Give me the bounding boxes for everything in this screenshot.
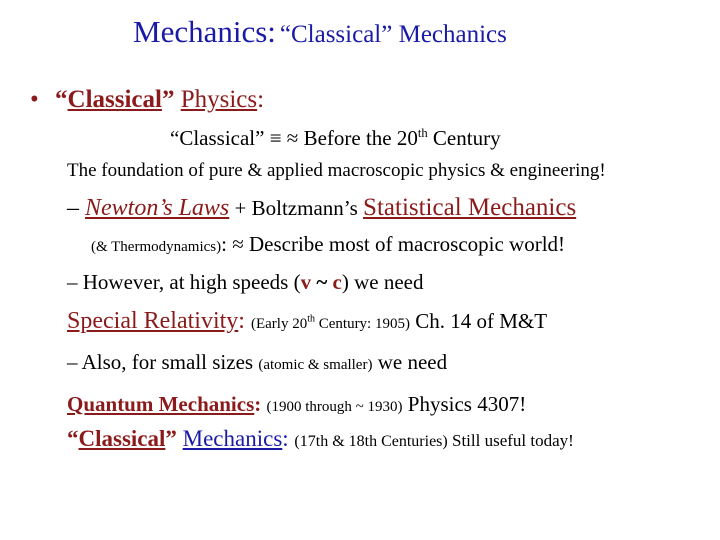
special-relativity: Special Relativity xyxy=(67,308,239,334)
speeds-pre: – However, at high speeds ( xyxy=(67,270,301,294)
newton-line xyxy=(67,194,576,222)
small-sizes-line xyxy=(67,350,447,375)
cm-classical: Classical xyxy=(78,426,166,451)
cm-close-quote: ” xyxy=(165,426,183,451)
small-sizes-pre: – Also, for small sizes xyxy=(67,350,259,374)
speeds-line xyxy=(67,270,423,295)
bullet-classical-physics xyxy=(30,86,264,114)
thermo-small: (& Thermodynamics) xyxy=(91,239,222,255)
speed-v: v xyxy=(300,270,312,294)
newton-plus: + Boltzmann’s xyxy=(229,196,364,220)
thermo-line xyxy=(91,232,565,257)
quantum-mechanics: Quantum Mechanics xyxy=(67,392,255,416)
definition-rest: Century xyxy=(427,126,501,150)
close-quote: ” xyxy=(161,86,175,113)
thermo-text: ≈ Describe most of macroscopic world! xyxy=(232,232,566,256)
definition-sup: th xyxy=(417,126,428,140)
foundation-text: The foundation of pure & applied macroscopic physics & engineering! xyxy=(67,160,606,181)
thermo-colon: : xyxy=(221,232,233,256)
cm-mechanics: Mechanics xyxy=(182,426,283,451)
title-main: Mechanics: xyxy=(133,14,276,49)
quantum-line xyxy=(67,392,526,417)
definition-line xyxy=(170,126,501,151)
bullet-marker: • xyxy=(30,86,39,113)
classical-word: Classical xyxy=(67,86,162,113)
speeds-post: ) we need xyxy=(341,270,424,294)
cm-small: (17th & 18th Centuries) xyxy=(294,433,448,450)
relativity-small-post: Century: 1905) xyxy=(314,316,410,332)
speed-c: c xyxy=(332,270,342,294)
classical-mechanics-line xyxy=(67,426,574,452)
cm-rest: Still useful today! xyxy=(447,431,574,450)
bullet-colon: : xyxy=(257,86,265,113)
relativity-colon: : xyxy=(238,308,251,334)
quantum-colon: : xyxy=(254,392,267,416)
small-sizes-post: we need xyxy=(372,350,448,374)
relativity-small-pre: (Early 20 xyxy=(250,316,308,332)
page-title xyxy=(133,14,507,50)
relativity-line xyxy=(67,308,547,335)
speed-tilde: ~ xyxy=(311,270,333,294)
physics-word: Physics xyxy=(180,86,258,113)
cm-colon: : xyxy=(282,426,295,451)
quantum-ref: Physics 4307! xyxy=(402,392,527,416)
foundation-line xyxy=(67,160,606,182)
relativity-sup: th xyxy=(307,313,315,325)
open-quote: “ xyxy=(55,86,68,113)
quantum-small: (1900 through ~ 1930) xyxy=(266,399,403,415)
definition-text: “Classical” ≡ ≈ Before the 20 xyxy=(170,126,418,150)
title-sub: “Classical” Mechanics xyxy=(279,21,507,48)
small-sizes-small: (atomic & smaller) xyxy=(258,357,373,373)
newtons-laws: Newton’s Laws xyxy=(85,195,230,221)
newton-dash: – xyxy=(67,195,85,221)
cm-open-quote: “ xyxy=(67,426,79,451)
statistical-mechanics: Statistical Mechanics xyxy=(363,194,577,221)
relativity-ref: Ch. 14 of M&T xyxy=(409,309,548,333)
